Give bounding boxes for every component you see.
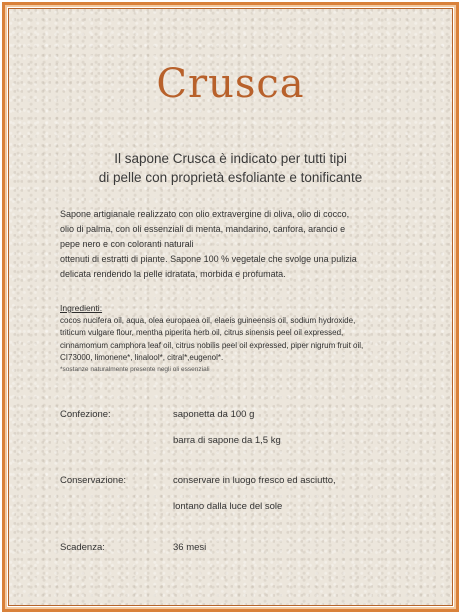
description-line: olio di palma, con oli essenziali di menta, mandarino, canfora, arancio e — [60, 224, 346, 234]
subtitle-line: di pelle con proprietà esfoliante e tonificante — [98, 170, 363, 185]
confezione-label: Confezione: — [60, 409, 111, 420]
ingredients-line: triticum vulgare flour, mentha piperita herb oil, citrus sinensis peel oil expressed, — [60, 328, 344, 337]
product-subtitle — [9, 149, 452, 187]
ingredients-line: cocos nucifera oil, aqua, olea europaea oil, elaeis guineensis oil, sodium hydroxide, — [60, 315, 356, 325]
product-description — [60, 207, 400, 282]
ingredients-line: CI73000, limonene*, linalool*, citral*,eugenol*. — [60, 353, 224, 362]
confezione-value: barra di sapone da 1,5 kg — [173, 435, 281, 446]
description-line: pepe nero e con coloranti naturali — [60, 239, 194, 249]
description-line: ottenuti di estratti di piante. Sapone 100 % vegetale che svolge una pulizia — [60, 254, 357, 264]
conservazione-label: Conservazione: — [60, 475, 127, 486]
subtitle-line: Il sapone Crusca è indicato per tutti tipi — [114, 151, 347, 166]
paper-panel — [8, 8, 453, 606]
confezione-value: saponetta da 100 g — [173, 409, 255, 420]
scadenza-label: Scadenza: — [60, 542, 105, 553]
ingredients-section — [60, 302, 410, 375]
ingredients-note: *sostanze naturalmente presente negli oli essenziali — [60, 365, 210, 373]
scadenza-value: 36 mesi — [173, 542, 207, 553]
product-title: Crusca — [156, 61, 305, 107]
description-line: delicata rendendo la pelle idratata, morbida e profumata. — [60, 269, 286, 279]
decorative-border — [2, 2, 459, 612]
description-line: Sapone artigianale realizzato con olio extravergine di oliva, olio di cocco, — [60, 209, 350, 219]
ingredients-line: cinnamomum camphora leaf oil, citrus nobilis peel oil expressed, piper nigrum fruit oil, — [60, 340, 364, 350]
ingredients-heading: Ingredienti: — [60, 303, 103, 313]
conservazione-value: conservare in luogo fresco ed asciutto, — [173, 475, 336, 486]
conservazione-value: lontano dalla luce del sole — [173, 501, 283, 512]
